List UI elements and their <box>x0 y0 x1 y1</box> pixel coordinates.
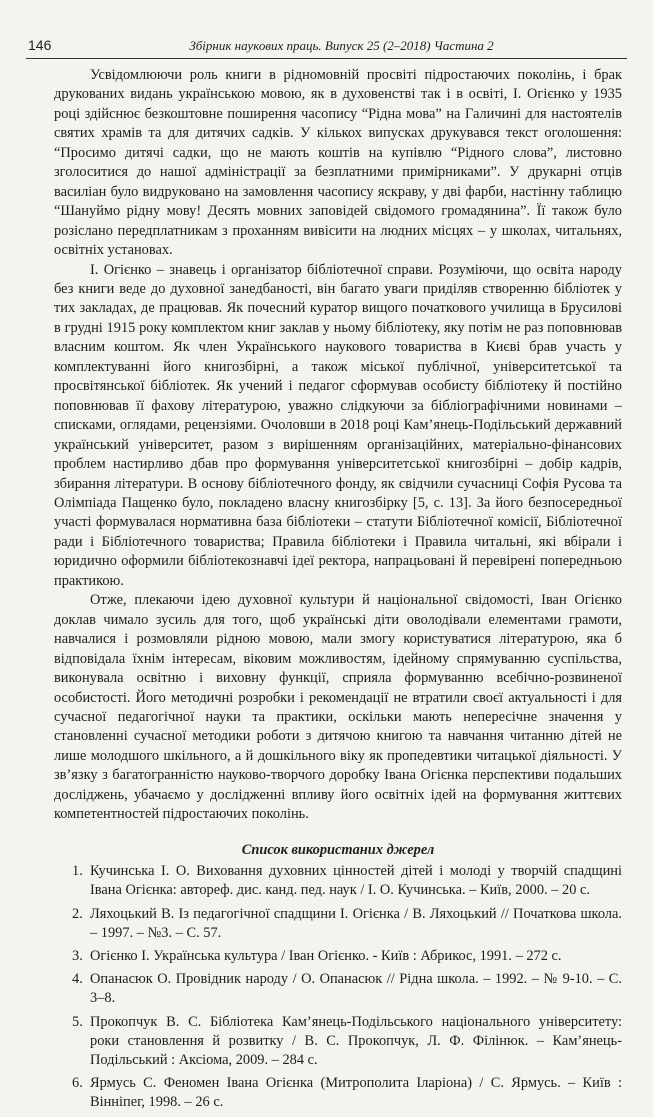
page-header <box>26 36 627 59</box>
reference-number: 3. <box>72 947 83 964</box>
reference-item <box>54 1074 622 1112</box>
page-number: 146 <box>28 37 52 53</box>
reference-text: Опанасюк О. Провідник народу / О. Опанасюк // Рідна школа. – 1992. – № 9-10. – С. 3–8. <box>90 971 622 1007</box>
reference-text: Огієнко І. Українська культура / Іван Огієнко. - Київ : Абрикос, 1991. – 272 с. <box>90 947 562 964</box>
running-head: Збірник наукових праць. Випуск 25 (2–2018) Частина 2 <box>189 38 494 53</box>
reference-text: Кучинська І. О. Виховання духовних цінностей дітей і молоді у творчій спадщині Івана Огієнка: автореф. дис. канд. пед. наук / І. О. Кучинська. – Київ, 2000. – 20 с. <box>90 863 622 899</box>
reference-item <box>54 862 622 900</box>
references-title: Список використаних джерел <box>241 841 435 858</box>
reference-number: 5. <box>72 1013 83 1030</box>
reference-item <box>54 905 622 943</box>
references-list <box>54 862 622 1112</box>
body-paragraph: І. Огієнко – знавець і організатор бібліотечної справи. Розуміючи, що освіта народу без книги веде до духовної занедбаності, він багато уваги приділяв створенню бібліотек у тих закладах, де працював. Як почесний куратор вищого початкового училища в Брусилові в грудні 1915 року комплектом книг заклав у ньому бібліотеку, яку потім не раз поповнював власним коштом. Як член Українського наукового товариства в Києві брав участь у комплектуванні його книгозбірні, а також міської публічної, університетської та просвітянської бібліотек. Як учений і педагог сформував особисту бібліотеку й постійно поповнював її фахову літературою, уважно слідкуючи за бібліографічними новинами – списками, оглядами, рецензіями. Очоловши в 2018 році Кам’янець-Подільський державний український університет, разом з вирішенням організаційних, матеріально-фінансових проблем настирливо дбав про формування університетської книгозбірні – добір кадрів, збирання літератури. В основу бібліотечного фонду, як свідчили сучасниці Софія Русова та Олімпіада Пащенко було, покладено власну книгозбірку [5, с. 13]. За його безпосередньої участі формувалася нормативна база бібліотеки – статути Бібліотечної комісії, Бібліотечної ради і Бібліотечного товариства; Правила бібліотеки і Правила читальні, які вбірали і юридично оформили бібліотекознавчі ідеї ректора, напрацьовані й перевірені попередньою практикою. <box>54 261 622 589</box>
reference-text: Ляхоцький В. Із педагогічної спадщини І. Огієнка / В. Ляхоцький // Початкова школа. – 1997. – №3. – С. 57. <box>90 905 622 941</box>
body-paragraph: Отже, плекаючи ідею духовної культури й національної свідомості, Іван Огієнко доклав чимало зусиль для того, щоб українські діти оволодівали елементами грамоти, навчалися і розмовляли рідною мовою, мали змогу користуватися літературою, яка б відповідала їхнім інтересам, віковим можливостям, ідейному спрямуванню суспільства, виконувала освітню і виховну функції, сприяла формуванню всебічно-розвиненої особистості. Його методичні розробки і рекомендації не втратили своєї актуальності і для сучасної педагогічної науки та практики, оскільки мають непересічне значення у становленні сучасної методики роботи з дитячою книгою та навчання читанню дітей не лише молодшого шкільного, а й дошкільного віку як пропедевтики читацької діяльності. У зв’язку з багатогранністю науково-творчого доробку Івана Огієнка перспективи подальших досліджень, убачаємо у дослідженні впливу його освітніх ідей на формування життєвих компетентностей підростаючих поколінь. <box>54 592 622 823</box>
body-paragraph: Усвідомлюючи роль книги в рідномовній просвіті підростаючих поколінь, і брак друкованих видань українською мовою, як в духовенстві так і в освіті, І. Огієнко у 1935 році здійснює безкоштовне поширення часопису “Рідна мова” на Галичині для настоятелів святих храмів та для дитячих садків. У кількох випусках друкувався текст оголошення: “Просимо дитячі садки, що не мають коштів на купівлю “Рідного слова”, листовно зголоситися до нашої адміністрації за безплатними примірниками”. У друкарні отців василіан було видруковано на замовлення часопису яскраву, у дві фарби, настінну таблицю “Шануймо рідну мову! Десять мовних заповідей свідомого громадянина”. Її також було розіслано передплатникам з проханням вивісити на людних місцях – у школах, читальнях, освітніх установах. <box>54 67 622 259</box>
reference-number: 2. <box>72 905 83 922</box>
reference-text: Ярмусь С. Феномен Івана Огієнка (Митрополита Іларіона) / С. Ярмусь. – Київ : Вінніпег, 1998. – 26 с. <box>90 1075 622 1111</box>
reference-number: 1. <box>72 863 83 880</box>
reference-item <box>54 970 622 1008</box>
reference-number: 4. <box>72 971 83 988</box>
article-body <box>54 66 622 1117</box>
reference-item <box>54 1013 622 1071</box>
reference-text: Прокопчук В. С. Бібліотека Кам’янець-Подільського національного університету: роки становлення й розвитку / В. С. Прокопчук, Л. Ф. Філінюк. – Кам’янець-Подільський : Аксіома, 2009. – 284 с. <box>90 1013 622 1068</box>
reference-number: 6. <box>72 1075 83 1092</box>
reference-item <box>54 947 622 966</box>
